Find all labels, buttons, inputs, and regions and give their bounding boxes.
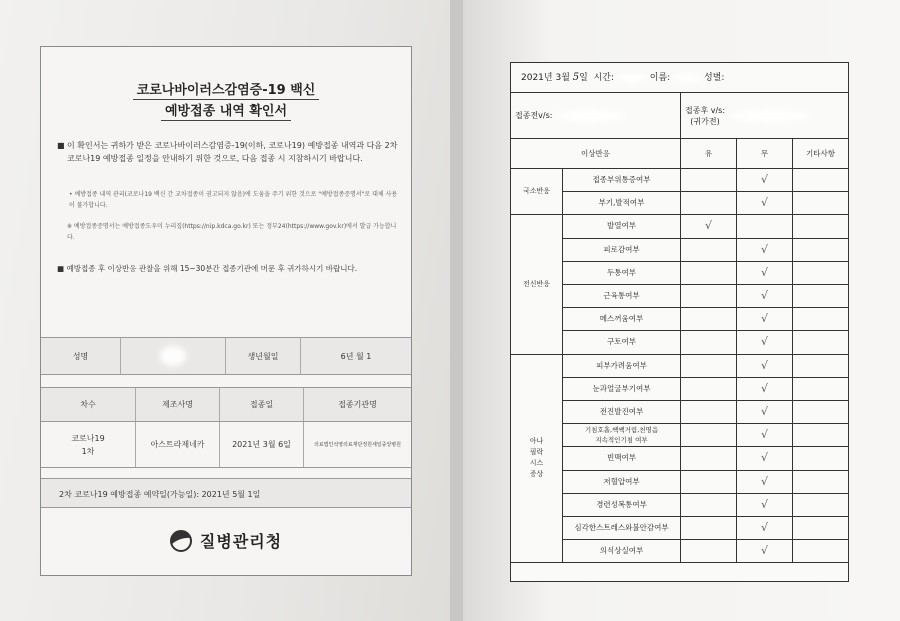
redaction-blur (617, 74, 647, 82)
check-mark-icon: √ (760, 497, 768, 511)
time-label: 시간: (593, 73, 615, 83)
adverse-reaction-checklist (510, 62, 849, 582)
notes-cell[interactable] (793, 494, 848, 516)
year-text: 2021년 (521, 73, 553, 83)
next-appointment-row (41, 478, 411, 508)
after-vs-cell (681, 93, 848, 138)
yes-cell[interactable] (681, 239, 737, 261)
no-cell[interactable] (737, 262, 793, 284)
col-maker-header: 제조사명 (136, 388, 220, 421)
no-cell[interactable] (737, 401, 793, 423)
check-mark-icon: √ (760, 544, 768, 558)
check-mark-icon: √ (760, 312, 768, 326)
reaction-group-label: 국소반응 (511, 169, 563, 215)
col-no-header: 무 (737, 139, 793, 168)
check-mark-icon: √ (760, 196, 768, 210)
month-text: 3월 (555, 73, 570, 83)
bullet-icon: ■ (57, 141, 65, 150)
institution-value: 의료법인석영의료재단정원세일중앙병원 (314, 442, 401, 448)
checklist-column-headers (511, 139, 848, 169)
reaction-label: 전진발진여부 (563, 401, 681, 423)
yes-cell[interactable] (681, 285, 737, 307)
no-cell[interactable] (737, 517, 793, 539)
yes-cell[interactable] (681, 331, 737, 353)
check-mark-icon: √ (760, 242, 768, 256)
notice-paragraph-1 (57, 139, 402, 165)
check-mark-icon: √ (760, 405, 768, 419)
notes-cell[interactable] (793, 378, 848, 400)
notes-cell[interactable] (793, 239, 848, 261)
notes-cell[interactable] (793, 262, 848, 284)
notes-cell[interactable] (793, 331, 848, 353)
name-label: 이름: (649, 73, 671, 83)
name-value-redacted (121, 338, 226, 374)
notes-cell[interactable] (793, 308, 848, 330)
document-title-line2: 예방접종 내역 확인서 (41, 100, 411, 119)
day-handwritten: 5 (572, 72, 580, 83)
reaction-label: 피로감여부 (563, 239, 681, 261)
reaction-label: 눈과얼굴부기여부 (563, 378, 681, 400)
date-time-name-line (521, 70, 724, 83)
check-mark-icon: √ (760, 265, 768, 279)
dob-label: 생년월일 (226, 338, 301, 374)
vital-signs-row (511, 93, 848, 139)
redaction-blur (556, 110, 626, 122)
yes-cell[interactable] (681, 447, 737, 469)
photo-gap (450, 0, 463, 621)
yes-cell[interactable] (681, 494, 737, 516)
date-value: 2021년 3월 6일 (220, 422, 304, 467)
no-cell[interactable] (737, 447, 793, 469)
kdca-logo (41, 529, 411, 552)
redaction-blur (673, 74, 701, 82)
note-cross-vaccination: • 예방접종 내역 관리(코로나19 백신 간 교차접종이 권고되지 않음)에 도움을 주기 위한 것으로 "예방접종증명서"로 대체 사용이 불가합니다. (69, 191, 398, 209)
reaction-label: 구토여부 (563, 331, 681, 353)
vaccination-record-row (41, 422, 411, 468)
notes-cell[interactable] (793, 447, 848, 469)
col-date-header: 접종일 (220, 388, 304, 421)
yes-cell[interactable] (681, 424, 737, 446)
no-cell[interactable] (737, 424, 793, 446)
note-certificate-issuance: ※ 예방접종증명서는 예방접종도우미 누리집(https://nip.kdca.go.kr) 또는 정부24(https://www.gov.kr)에서 발급 가능합니다. (67, 223, 397, 241)
check-mark-icon: √ (760, 451, 768, 465)
redaction-blur (731, 110, 811, 122)
reaction-group-label: 아나 필락 시스 증상 (511, 355, 563, 564)
reaction-label: 저혈압여부 (563, 471, 681, 493)
yes-cell[interactable] (681, 517, 737, 539)
after-vs-label: 접종후 v/s: (685, 105, 726, 115)
document-title-line1: 코로나바이러스감염증-19 백신 (41, 79, 411, 98)
col-institution-header: 접종기관명 (338, 400, 377, 409)
yes-cell[interactable] (681, 215, 737, 237)
next-appointment-text: 2차 코로나19 예방접종 예약일(가능일): 2021년 5월 1일 (59, 490, 261, 499)
yes-cell[interactable] (681, 401, 737, 423)
person-info-row (41, 337, 411, 375)
notes-cell[interactable] (793, 424, 848, 446)
day-unit: 일 (579, 73, 588, 83)
notes-cell[interactable] (793, 192, 848, 214)
before-vs-label: 접종전v/s: (515, 110, 553, 120)
col-reaction-header: 이상반응 (511, 139, 681, 168)
check-mark-icon: √ (704, 219, 712, 233)
reaction-label: 메스꺼움여부 (563, 308, 681, 330)
notes-cell[interactable] (793, 471, 848, 493)
yes-cell[interactable] (681, 192, 737, 214)
no-cell[interactable] (737, 378, 793, 400)
no-cell[interactable] (737, 308, 793, 330)
dose-value: 코로나19 1차 (41, 422, 136, 467)
yes-cell[interactable] (681, 169, 737, 191)
logo-text: 질병관리청 (199, 532, 283, 551)
yes-cell[interactable] (681, 308, 737, 330)
reaction-label: 피부가려움여부 (563, 355, 681, 377)
yes-cell[interactable] (681, 540, 737, 562)
col-yes-header: 유 (681, 139, 737, 168)
notes-cell[interactable] (793, 215, 848, 237)
check-mark-icon: √ (760, 381, 768, 395)
checklist-header-row (511, 63, 848, 93)
no-cell[interactable] (737, 331, 793, 353)
no-cell[interactable] (737, 215, 793, 237)
no-cell[interactable] (737, 494, 793, 516)
notice-text-1: 이 확인서는 귀하가 받은 코로나바이러스감염증-19(이하, 코로나19) 예방접종 내역과 다음 2차 코로나19 예방접종 일정을 안내하기 위한 것으로, 다음 접종 시 지참하시기 바랍니다. (67, 141, 398, 163)
redaction-blur (160, 346, 186, 366)
reaction-label: 부기,발적여부 (563, 192, 681, 214)
taegeuk-icon (170, 530, 192, 552)
check-mark-icon: √ (760, 173, 768, 187)
yes-cell[interactable] (681, 355, 737, 377)
no-cell[interactable] (737, 169, 793, 191)
reaction-label: 경련성복통여부 (563, 494, 681, 516)
vaccination-confirmation-document (40, 46, 412, 576)
reaction-group-label: 전신반응 (511, 215, 563, 354)
reaction-label: 두통여부 (563, 262, 681, 284)
no-cell[interactable] (737, 192, 793, 214)
reaction-label: 빈맥여부 (563, 447, 681, 469)
notes-cell[interactable] (793, 355, 848, 377)
notes-cell[interactable] (793, 401, 848, 423)
vaccination-table-header (41, 387, 411, 422)
name-label: 성명 (41, 338, 121, 374)
notes-cell[interactable] (793, 285, 848, 307)
sex-label: 성별: (703, 73, 725, 83)
yes-cell[interactable] (681, 378, 737, 400)
check-mark-icon: √ (760, 521, 768, 535)
reaction-label: 근육통여부 (563, 285, 681, 307)
maker-value: 아스트라제네카 (136, 422, 220, 467)
after-vs-sub: (귀가전) (690, 116, 720, 126)
dob-value: 6년 월 1 (340, 351, 372, 361)
no-cell[interactable] (737, 285, 793, 307)
no-cell[interactable] (737, 239, 793, 261)
reaction-label: 심각한스트레스와불안감여부 (563, 517, 681, 539)
reaction-label: 의식상실여부 (563, 540, 681, 562)
notes-cell[interactable] (793, 540, 848, 562)
before-vs-cell (511, 93, 681, 138)
reaction-label: 기침호흡,쌕쌕거림,천명음 지속적인기침 여부 (563, 424, 681, 446)
check-mark-icon: √ (760, 358, 768, 372)
check-mark-icon: √ (760, 335, 768, 349)
no-cell[interactable] (737, 540, 793, 562)
check-mark-icon: √ (760, 474, 768, 488)
no-cell[interactable] (737, 471, 793, 493)
check-mark-icon: √ (760, 289, 768, 303)
notice-paragraph-2: ■ 예방접종 후 이상반응 관찰을 위해 15~30분간 접종기관에 머문 후 귀가하시기 바랍니다. (57, 264, 358, 273)
yes-cell[interactable] (681, 262, 737, 284)
check-mark-icon: √ (760, 428, 768, 442)
reaction-label: 발열여부 (563, 215, 681, 237)
no-cell[interactable] (737, 355, 793, 377)
col-notes-header: 기타사항 (806, 148, 835, 158)
yes-cell[interactable] (681, 471, 737, 493)
reaction-label: 접종부위통증여부 (563, 169, 681, 191)
notes-cell[interactable] (793, 169, 848, 191)
col-dose-header: 차수 (41, 388, 136, 421)
notes-cell[interactable] (793, 517, 848, 539)
